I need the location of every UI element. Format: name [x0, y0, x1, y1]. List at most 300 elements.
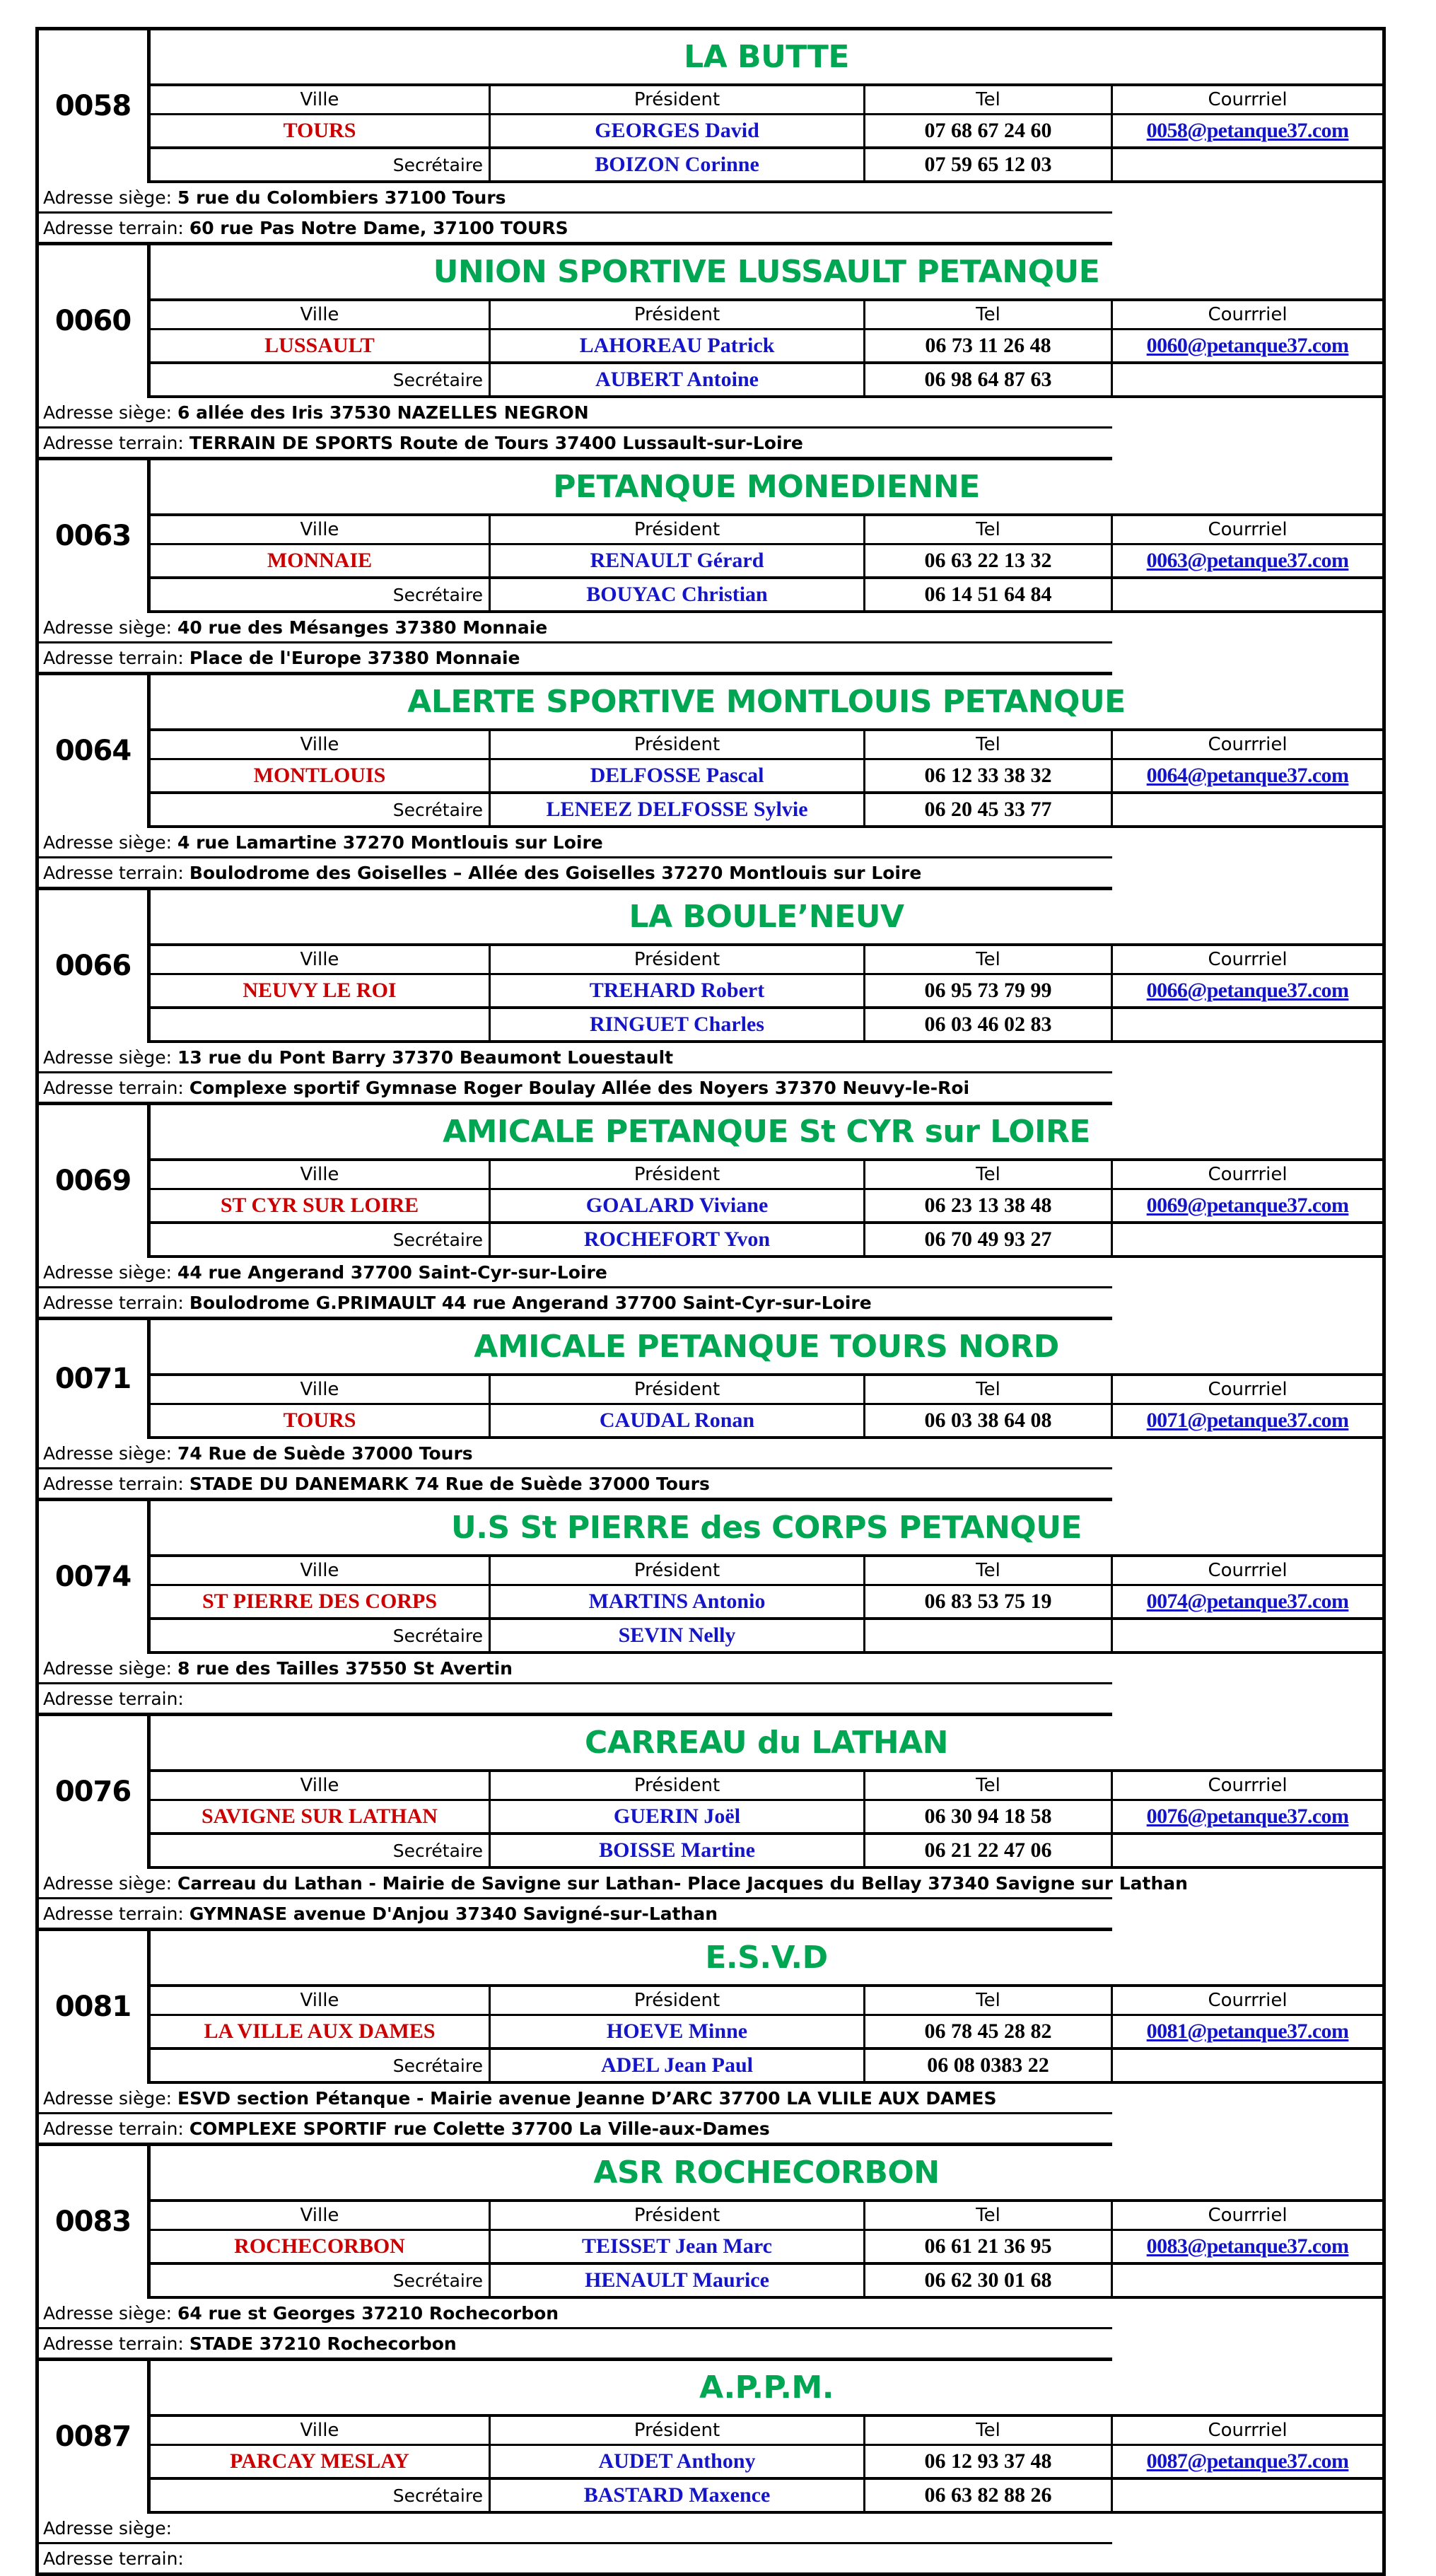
table-row	[37, 148, 1384, 182]
adresse-terrain-label: Adresse terrain:	[43, 1473, 184, 1494]
column-header-row	[37, 730, 1384, 759]
cell-secretaire-label	[149, 1008, 490, 1042]
cell-secretaire-email-empty	[1112, 1619, 1384, 1653]
cell-president-tel: 06 30 94 18 58	[865, 1800, 1112, 1834]
address-siege-row	[37, 1438, 1384, 1469]
email-link[interactable]: 0074@petanque37.com	[1146, 1590, 1349, 1613]
table-row	[37, 115, 1384, 148]
address-terrain-row	[37, 213, 1384, 244]
table-row	[37, 1800, 1384, 1834]
adresse-siege-value: 44 rue Angerand 37700 Saint-Cyr-sur-Loire	[177, 1261, 607, 1283]
column-header-tel: Tel	[865, 1771, 1112, 1800]
club-title: UNION SPORTIVE LUSSAULT PETANQUE	[433, 253, 1100, 290]
club-title: AMICALE PETANQUE St CYR sur LOIRE	[443, 1113, 1090, 1150]
adresse-siege-value: 4 rue Lamartine 37270 Montlouis sur Loire	[177, 832, 603, 853]
cell-secretaire-name: ROCHEFORT Yvon	[490, 1223, 865, 1257]
email-link[interactable]: 0083@petanque37.com	[1146, 2234, 1349, 2258]
cell-secretaire-label: Secrétaire	[149, 1223, 490, 1257]
column-header-row	[37, 85, 1384, 115]
club-title: LA BOULE’NEUV	[629, 898, 904, 935]
address-siege-row	[37, 1257, 1384, 1288]
club-title-cell	[149, 459, 1384, 515]
club-title-cell	[149, 1930, 1384, 1986]
adresse-terrain-value: STADE DU DANEMARK 74 Rue de Suède 37000 Tours	[189, 1473, 710, 1494]
email-link[interactable]: 0058@petanque37.com	[1146, 119, 1349, 142]
column-header-row	[37, 2201, 1384, 2230]
column-header-ville: Ville	[149, 2201, 490, 2230]
table-row	[37, 1189, 1384, 1223]
club-block-header-row	[37, 2145, 1384, 2201]
address-siege-row	[37, 1867, 1384, 1899]
cell-secretaire-email-empty	[1112, 2263, 1384, 2297]
cell-adresse-terrain	[37, 643, 1112, 674]
column-header-president: Président	[490, 1771, 865, 1800]
cell-adresse-siege	[37, 1867, 1188, 1899]
table-row	[37, 1834, 1384, 1867]
cell-secretaire-label: Secrétaire	[149, 148, 490, 182]
column-header-ville: Ville	[149, 1986, 490, 2015]
adresse-terrain-label: Adresse terrain:	[43, 217, 184, 238]
cell-secretaire-name: LENEEZ DELFOSSE Sylvie	[490, 793, 865, 827]
cell-president-tel: 06 03 38 64 08	[865, 1404, 1112, 1438]
address-terrain-row	[37, 428, 1384, 459]
club-title-cell	[149, 244, 1384, 301]
adresse-terrain-value: 60 rue Pas Notre Dame, 37100 TOURS	[189, 217, 568, 238]
cell-secretaire-name: SEVIN Nelly	[490, 1619, 865, 1653]
cell-secretaire-name: BOIZON Corinne	[490, 148, 865, 182]
column-header-president: Président	[490, 2201, 865, 2230]
table-row	[37, 1404, 1384, 1438]
column-header-tel: Tel	[865, 1556, 1112, 1585]
cell-secretaire-tel: 06 14 51 64 84	[865, 578, 1112, 612]
cell-secretaire-name: RINGUET Charles	[490, 1008, 865, 1042]
adresse-siege-label: Adresse siège:	[43, 1872, 173, 1894]
cell-secretaire-label: Secrétaire	[149, 793, 490, 827]
cell-secretaire-label: Secrétaire	[149, 578, 490, 612]
cell-secretaire-label: Secrétaire	[149, 2048, 490, 2082]
address-terrain-row	[37, 2114, 1384, 2145]
column-header-ville: Ville	[149, 1160, 490, 1189]
table-row	[37, 759, 1384, 793]
club-code: 0083	[37, 2145, 149, 2298]
cell-secretaire-name: BOISSE Martine	[490, 1834, 865, 1867]
cell-secretaire-name: BASTARD Maxence	[490, 2478, 865, 2512]
cell-president-name: GOALARD Viviane	[490, 1189, 865, 1223]
cell-adresse-siege	[37, 1438, 1112, 1469]
address-terrain-row	[37, 1073, 1384, 1104]
address-terrain-row	[37, 858, 1384, 889]
column-header-row	[37, 1160, 1384, 1189]
cell-secretaire-email-empty	[1112, 793, 1384, 827]
cell-secretaire-email-empty	[1112, 1223, 1384, 1257]
column-header-tel: Tel	[865, 945, 1112, 974]
club-block-header-row	[37, 29, 1384, 86]
table-row	[37, 793, 1384, 827]
column-header-tel: Tel	[865, 2415, 1112, 2445]
adresse-terrain-label: Adresse terrain:	[43, 2118, 184, 2139]
club-title-cell	[149, 2360, 1384, 2416]
cell-president-tel: 07 68 67 24 60	[865, 115, 1112, 148]
club-code: 0071	[37, 1319, 149, 1438]
cell-president-name: TREHARD Robert	[490, 974, 865, 1008]
column-header-ville: Ville	[149, 1375, 490, 1404]
cell-adresse-terrain	[37, 213, 1112, 244]
cell-email[interactable]	[1112, 2015, 1384, 2049]
cell-adresse-siege	[37, 182, 1112, 213]
club-block-header-row	[37, 1500, 1384, 1556]
cell-president-tel: 06 61 21 36 95	[865, 2230, 1112, 2264]
column-header-president: Président	[490, 730, 865, 759]
club-block-header-row	[37, 1104, 1384, 1160]
adresse-terrain-value: Boulodrome des Goiselles – Allée des Goiselles 37270 Montlouis sur Loire	[189, 862, 922, 883]
address-siege-row	[37, 2297, 1384, 2329]
column-header-tel: Tel	[865, 515, 1112, 544]
cell-ville: LA VILLE AUX DAMES	[149, 2015, 490, 2049]
adresse-siege-label: Adresse siège:	[43, 2302, 173, 2324]
cell-adresse-terrain	[37, 2114, 1112, 2145]
cell-secretaire-email-empty	[1112, 1834, 1384, 1867]
column-header-courriel: Courrriel	[1112, 1160, 1384, 1189]
column-header-ville: Ville	[149, 2415, 490, 2445]
club-block-header-row	[37, 1319, 1384, 1375]
cell-ville: ST CYR SUR LOIRE	[149, 1189, 490, 1223]
column-header-courriel: Courrriel	[1112, 730, 1384, 759]
cell-email[interactable]	[1112, 2230, 1384, 2264]
club-block-header-row	[37, 1930, 1384, 1986]
cell-president-tel: 06 12 93 37 48	[865, 2445, 1112, 2479]
club-code: 0081	[37, 1930, 149, 2083]
table-row	[37, 2478, 1384, 2512]
address-terrain-row	[37, 2329, 1384, 2360]
address-terrain-row	[37, 2543, 1384, 2575]
table-row	[37, 330, 1384, 363]
column-header-tel: Tel	[865, 1986, 1112, 2015]
club-block-header-row	[37, 459, 1384, 515]
cell-president-name: GEORGES David	[490, 115, 865, 148]
cell-president-tel: 06 83 53 75 19	[865, 1585, 1112, 1619]
column-header-president: Président	[490, 85, 865, 115]
club-title: ALERTE SPORTIVE MONTLOUIS PETANQUE	[407, 683, 1126, 720]
cell-president-name: DELFOSSE Pascal	[490, 759, 865, 793]
club-code: 0064	[37, 674, 149, 827]
club-title-cell	[149, 1319, 1384, 1375]
cell-adresse-terrain	[37, 1073, 1112, 1104]
column-header-tel: Tel	[865, 300, 1112, 330]
cell-email[interactable]	[1112, 974, 1384, 1008]
column-header-row	[37, 945, 1384, 974]
column-header-ville: Ville	[149, 945, 490, 974]
cell-secretaire-label: Secrétaire	[149, 2263, 490, 2297]
column-header-ville: Ville	[149, 1556, 490, 1585]
cell-secretaire-tel: 06 21 22 47 06	[865, 1834, 1112, 1867]
adresse-terrain-value: TERRAIN DE SPORTS Route de Tours 37400 Lussault-sur-Loire	[189, 432, 803, 453]
email-link[interactable]: 0060@petanque37.com	[1146, 334, 1349, 357]
adresse-terrain-label: Adresse terrain:	[43, 2548, 184, 2569]
club-title: CARREAU du LATHAN	[585, 1724, 948, 1761]
cell-email[interactable]	[1112, 2445, 1384, 2479]
cell-secretaire-label: Secrétaire	[149, 363, 490, 397]
column-header-tel: Tel	[865, 1375, 1112, 1404]
club-block-header-row	[37, 1715, 1384, 1771]
cell-email[interactable]	[1112, 544, 1384, 578]
cell-president-name: HOEVE Minne	[490, 2015, 865, 2049]
cell-president-tel: 06 78 45 28 82	[865, 2015, 1112, 2049]
table-row	[37, 544, 1384, 578]
club-title: E.S.V.D	[705, 1939, 828, 1976]
club-title-cell	[149, 2145, 1384, 2201]
club-title: PETANQUE MONEDIENNE	[553, 468, 980, 505]
cell-ville: ST PIERRE DES CORPS	[149, 1585, 490, 1619]
cell-secretaire-email-empty	[1112, 148, 1384, 182]
cell-email[interactable]	[1112, 1800, 1384, 1834]
column-header-president: Président	[490, 1160, 865, 1189]
cell-president-tel: 06 73 11 26 48	[865, 330, 1112, 363]
column-header-courriel: Courrriel	[1112, 1556, 1384, 1585]
club-title-cell	[149, 1104, 1384, 1160]
column-header-row	[37, 2415, 1384, 2445]
adresse-siege-label: Adresse siège:	[43, 617, 173, 638]
column-header-courriel: Courrriel	[1112, 1375, 1384, 1404]
adresse-siege-value: 8 rue des Tailles 37550 St Avertin	[177, 1657, 513, 1679]
column-header-courriel: Courrriel	[1112, 300, 1384, 330]
email-link[interactable]: 0069@petanque37.com	[1146, 1194, 1349, 1217]
cell-secretaire-tel: 06 98 64 87 63	[865, 363, 1112, 397]
cell-email[interactable]	[1112, 115, 1384, 148]
address-terrain-row	[37, 1469, 1384, 1500]
adresse-terrain-label: Adresse terrain:	[43, 432, 184, 453]
table-row	[37, 363, 1384, 397]
clubs-directory-table	[35, 27, 1386, 2576]
cell-adresse-siege	[37, 1257, 1112, 1288]
cell-secretaire-name: HENAULT Maurice	[490, 2263, 865, 2297]
cell-secretaire-email-empty	[1112, 2048, 1384, 2082]
club-directory-sheet	[35, 27, 1386, 2576]
address-siege-row	[37, 2082, 1384, 2114]
club-code: 0058	[37, 29, 149, 182]
cell-ville: MONNAIE	[149, 544, 490, 578]
adresse-siege-value: 74 Rue de Suède 37000 Tours	[177, 1443, 473, 1464]
cell-president-name: TEISSET Jean Marc	[490, 2230, 865, 2264]
cell-secretaire-name: ADEL Jean Paul	[490, 2048, 865, 2082]
column-header-row	[37, 515, 1384, 544]
email-link[interactable]: 0071@petanque37.com	[1146, 1409, 1349, 1432]
table-row	[37, 2445, 1384, 2479]
email-link[interactable]: 0064@petanque37.com	[1146, 764, 1349, 787]
cell-president-name: LAHOREAU Patrick	[490, 330, 865, 363]
club-title: AMICALE PETANQUE TOURS NORD	[474, 1328, 1059, 1365]
cell-adresse-siege	[37, 1042, 1112, 1073]
table-row	[37, 2230, 1384, 2264]
cell-president-tel: 06 23 13 38 48	[865, 1189, 1112, 1223]
cell-adresse-terrain	[37, 858, 1112, 889]
cell-ville: MONTLOUIS	[149, 759, 490, 793]
table-row	[37, 1619, 1384, 1653]
column-header-president: Président	[490, 300, 865, 330]
adresse-terrain-value: COMPLEXE SPORTIF rue Colette 37700 La Ville-aux-Dames	[189, 2118, 770, 2139]
club-title-cell	[149, 1500, 1384, 1556]
adresse-siege-value: 40 rue des Mésanges 37380 Monnaie	[177, 617, 548, 638]
cell-adresse-terrain	[37, 2543, 1112, 2575]
club-block-header-row	[37, 244, 1384, 301]
column-header-row	[37, 1986, 1384, 2015]
table-row	[37, 974, 1384, 1008]
cell-secretaire-tel	[865, 1619, 1112, 1653]
adresse-terrain-label: Adresse terrain:	[43, 2333, 184, 2354]
club-code: 0066	[37, 889, 149, 1042]
cell-adresse-siege	[37, 2082, 1112, 2114]
column-header-row	[37, 1556, 1384, 1585]
table-row	[37, 1223, 1384, 1257]
address-siege-row	[37, 1653, 1384, 1684]
adresse-siege-label: Adresse siège:	[43, 1657, 173, 1679]
adresse-siege-label: Adresse siège:	[43, 1261, 173, 1283]
cell-adresse-terrain	[37, 1288, 1112, 1319]
table-row	[37, 578, 1384, 612]
adresse-siege-value: 13 rue du Pont Barry 37370 Beaumont Louestault	[177, 1047, 674, 1068]
club-block-header-row	[37, 2360, 1384, 2416]
adresse-terrain-label: Adresse terrain:	[43, 1292, 184, 1313]
cell-president-name: CAUDAL Ronan	[490, 1404, 865, 1438]
adresse-terrain-value: GYMNASE avenue D'Anjou 37340 Savigné-sur-Lathan	[189, 1903, 718, 1924]
cell-adresse-siege	[37, 612, 1112, 643]
cell-president-name: GUERIN Joël	[490, 1800, 865, 1834]
adresse-siege-value: Carreau du Lathan - Mairie de Savigne sur Lathan- Place Jacques du Bellay 37340 Savigne sur Lathan	[177, 1872, 1188, 1894]
table-row	[37, 2015, 1384, 2049]
cell-secretaire-name: AUBERT Antoine	[490, 363, 865, 397]
column-header-courriel: Courrriel	[1112, 2415, 1384, 2445]
cell-secretaire-email-empty	[1112, 1008, 1384, 1042]
club-code: 0060	[37, 244, 149, 397]
cell-email[interactable]	[1112, 1404, 1384, 1438]
column-header-president: Président	[490, 515, 865, 544]
address-terrain-row	[37, 1288, 1384, 1319]
cell-adresse-terrain	[37, 1684, 1112, 1715]
cell-president-name: RENAULT Gérard	[490, 544, 865, 578]
column-header-tel: Tel	[865, 85, 1112, 115]
address-terrain-row	[37, 1899, 1384, 1930]
cell-email[interactable]	[1112, 759, 1384, 793]
email-link[interactable]: 0066@petanque37.com	[1146, 979, 1349, 1002]
cell-president-tel: 06 95 73 79 99	[865, 974, 1112, 1008]
club-code: 0076	[37, 1715, 149, 1868]
adresse-terrain-label: Adresse terrain:	[43, 647, 184, 668]
cell-secretaire-tel: 06 20 45 33 77	[865, 793, 1112, 827]
email-link[interactable]: 0081@petanque37.com	[1146, 2020, 1349, 2043]
column-header-tel: Tel	[865, 2201, 1112, 2230]
cell-president-name: AUDET Anthony	[490, 2445, 865, 2479]
cell-president-tel: 06 63 22 13 32	[865, 544, 1112, 578]
club-block-header-row	[37, 674, 1384, 730]
adresse-siege-label: Adresse siège:	[43, 1443, 173, 1464]
column-header-ville: Ville	[149, 515, 490, 544]
column-header-president: Président	[490, 1986, 865, 2015]
address-siege-row	[37, 397, 1384, 428]
cell-ville: ROCHECORBON	[149, 2230, 490, 2264]
adresse-siege-label: Adresse siège:	[43, 2087, 173, 2109]
address-siege-row	[37, 612, 1384, 643]
address-terrain-row	[37, 1684, 1384, 1715]
cell-president-name: MARTINS Antonio	[490, 1585, 865, 1619]
email-link[interactable]: 0087@petanque37.com	[1146, 2449, 1349, 2473]
adresse-terrain-label: Adresse terrain:	[43, 1077, 184, 1098]
cell-secretaire-label: Secrétaire	[149, 2478, 490, 2512]
column-header-ville: Ville	[149, 730, 490, 759]
table-row	[37, 2048, 1384, 2082]
cell-email[interactable]	[1112, 1189, 1384, 1223]
cell-secretaire-name: BOUYAC Christian	[490, 578, 865, 612]
cell-adresse-siege	[37, 397, 1112, 428]
email-link[interactable]: 0063@petanque37.com	[1146, 549, 1349, 572]
column-header-tel: Tel	[865, 1160, 1112, 1189]
column-header-courriel: Courrriel	[1112, 515, 1384, 544]
club-title: U.S St PIERRE des CORPS PETANQUE	[451, 1509, 1082, 1546]
club-code: 0063	[37, 459, 149, 612]
column-header-ville: Ville	[149, 300, 490, 330]
club-title-cell	[149, 889, 1384, 945]
column-header-courriel: Courrriel	[1112, 2201, 1384, 2230]
cell-secretaire-label: Secrétaire	[149, 1619, 490, 1653]
cell-secretaire-label: Secrétaire	[149, 1834, 490, 1867]
adresse-siege-label: Adresse siège:	[43, 1047, 173, 1068]
column-header-courriel: Courrriel	[1112, 1771, 1384, 1800]
table-row	[37, 2263, 1384, 2297]
adresse-siege-label: Adresse siège:	[43, 187, 173, 208]
cell-ville: PARCAY MESLAY	[149, 2445, 490, 2479]
address-siege-row	[37, 182, 1384, 213]
address-siege-row	[37, 827, 1384, 858]
adresse-terrain-value: Boulodrome G.PRIMAULT 44 rue Angerand 37700 Saint-Cyr-sur-Loire	[189, 1292, 872, 1313]
cell-email[interactable]	[1112, 330, 1384, 363]
cell-president-tel: 06 12 33 38 32	[865, 759, 1112, 793]
column-header-tel: Tel	[865, 730, 1112, 759]
cell-adresse-terrain	[37, 1469, 1112, 1500]
cell-secretaire-tel: 06 03 46 02 83	[865, 1008, 1112, 1042]
adresse-terrain-label: Adresse terrain:	[43, 862, 184, 883]
club-block-header-row	[37, 889, 1384, 945]
adresse-siege-label: Adresse siège:	[43, 402, 173, 423]
cell-ville: SAVIGNE SUR LATHAN	[149, 1800, 490, 1834]
address-terrain-row	[37, 643, 1384, 674]
club-title: A.P.P.M.	[699, 2369, 834, 2406]
club-title: LA BUTTE	[684, 38, 849, 75]
adresse-siege-label: Adresse siège:	[43, 832, 173, 853]
address-siege-row	[37, 1042, 1384, 1073]
column-header-president: Président	[490, 1556, 865, 1585]
cell-secretaire-tel: 07 59 65 12 03	[865, 148, 1112, 182]
adresse-terrain-label: Adresse terrain:	[43, 1903, 184, 1924]
cell-email[interactable]	[1112, 1585, 1384, 1619]
adresse-siege-value: 5 rue du Colombiers 37100 Tours	[177, 187, 506, 208]
cell-adresse-terrain	[37, 1899, 1112, 1930]
club-code: 0069	[37, 1104, 149, 1257]
club-code: 0074	[37, 1500, 149, 1653]
column-header-president: Président	[490, 945, 865, 974]
adresse-siege-value: 6 allée des Iris 37530 NAZELLES NEGRON	[177, 402, 589, 423]
club-code: 0087	[37, 2360, 149, 2513]
adresse-siege-label: Adresse siège:	[43, 2517, 173, 2539]
cell-secretaire-tel: 06 70 49 93 27	[865, 1223, 1112, 1257]
cell-secretaire-tel: 06 63 82 88 26	[865, 2478, 1112, 2512]
cell-adresse-siege	[37, 1653, 1112, 1684]
cell-secretaire-tel: 06 62 30 01 68	[865, 2263, 1112, 2297]
club-title-cell	[149, 29, 1384, 86]
cell-adresse-terrain	[37, 428, 1112, 459]
column-header-ville: Ville	[149, 85, 490, 115]
column-header-ville: Ville	[149, 1771, 490, 1800]
cell-adresse-siege	[37, 2512, 1112, 2543]
email-link[interactable]: 0076@petanque37.com	[1146, 1805, 1349, 1828]
cell-ville: LUSSAULT	[149, 330, 490, 363]
